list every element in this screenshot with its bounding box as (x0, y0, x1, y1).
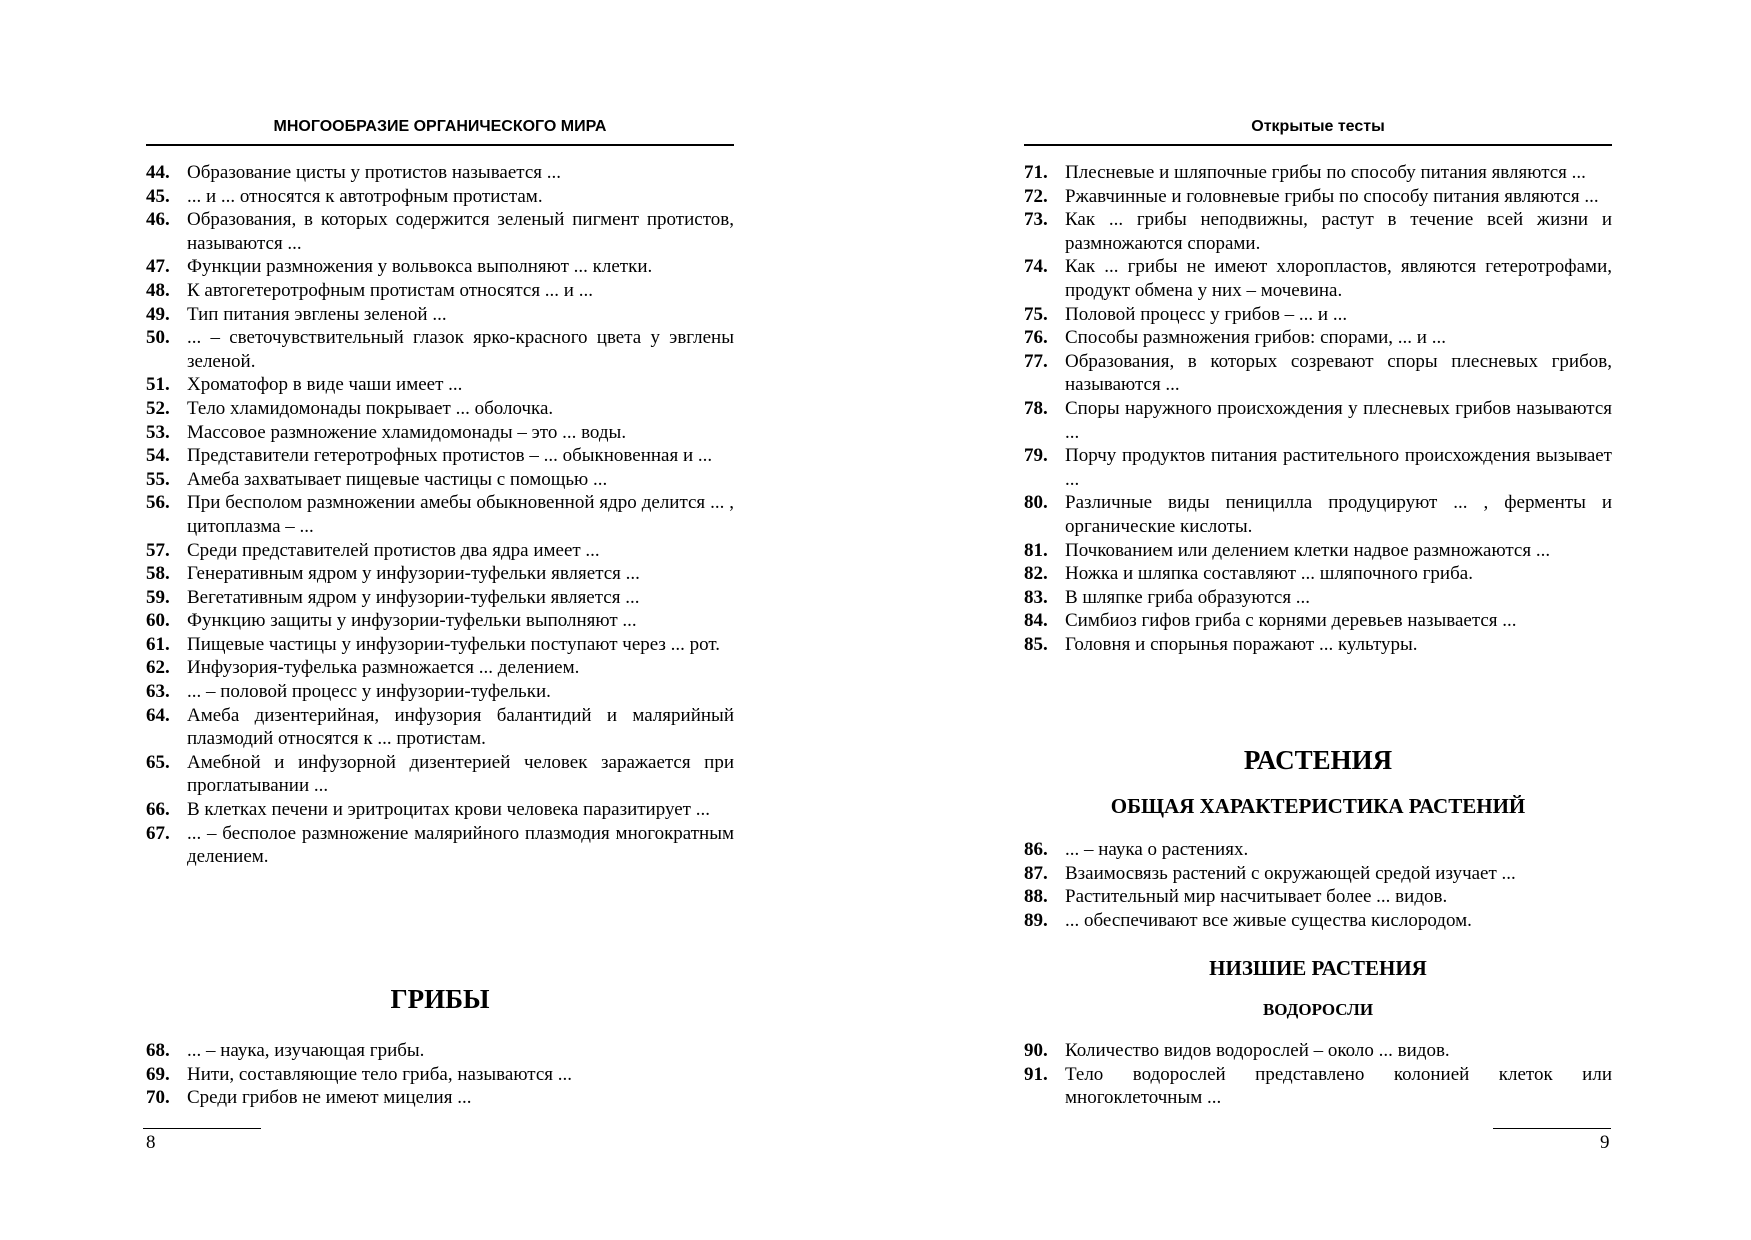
question-item (146, 491, 734, 538)
question-item (1024, 909, 1612, 933)
question-item (146, 562, 734, 586)
question-number: 84. (1024, 610, 1048, 632)
question-item (146, 704, 734, 751)
question-text: Половой процесс у грибов – ... и ... (1065, 303, 1348, 325)
subsection-title: НИЗШИЕ РАСТЕНИЯ (1209, 956, 1427, 980)
question-number: 50. (146, 327, 170, 349)
question-number: 80. (1024, 492, 1048, 514)
question-text: Инфузория-туфелька размножается ... делением. (187, 657, 580, 679)
question-item (146, 539, 734, 563)
question-item (1024, 562, 1612, 586)
question-number: 61. (146, 633, 170, 655)
question-item (1024, 255, 1612, 302)
question-item (146, 444, 734, 468)
question-text: При бесполом размножении амебы обыкновенной ядро делится ... , цитоплазма – ... (187, 492, 734, 537)
question-number: 55. (146, 468, 170, 490)
question-number: 57. (146, 539, 170, 561)
question-number: 53. (146, 421, 170, 443)
question-item (146, 586, 734, 610)
question-text: В шляпке гриба образуются ... (1065, 586, 1311, 608)
question-item (146, 161, 734, 185)
question-number: 54. (146, 445, 170, 467)
question-number: 46. (146, 209, 170, 231)
question-item (1024, 609, 1612, 633)
question-item (146, 397, 734, 421)
question-item (146, 468, 734, 492)
question-item (146, 303, 734, 327)
section-title: РАСТЕНИЯ (1243, 745, 1393, 775)
question-number: 66. (146, 799, 170, 821)
question-text: К автогетеротрофным протистам относятся ... и ... (187, 279, 593, 301)
question-item (146, 633, 734, 657)
question-number: 88. (1024, 886, 1048, 908)
question-text: Тело хламидомонады покрывает ... оболочка. (187, 397, 554, 419)
question-item (1024, 444, 1612, 491)
question-item (1024, 350, 1612, 397)
running-head: МНОГООБРАЗИЕ ОРГАНИЧЕСКОГО МИРА (273, 118, 607, 135)
question-list (146, 161, 734, 869)
question-item (1024, 161, 1612, 185)
question-text: Среди грибов не имеют мицелия ... (187, 1087, 472, 1109)
question-number: 48. (146, 279, 170, 301)
question-item (1024, 1039, 1612, 1063)
question-text: Амебной и инфузорной дизентерией человек заражается при проглатывании ... (187, 751, 734, 797)
question-number: 59. (146, 586, 170, 608)
question-text: Как ... грибы неподвижны, растут в течение всей жизни и размножаются спорами. (1065, 209, 1612, 254)
question-number: 82. (1024, 563, 1048, 585)
question-text: Массовое размножение хламидомонады – это ... воды. (187, 421, 627, 443)
question-text: Представители гетеротрофных протистов – ... обыкновенная и ... (187, 445, 713, 467)
question-text: Плесневые и шляпочные грибы по способу питания являются ... (1065, 162, 1586, 183)
question-number: 87. (1024, 862, 1048, 884)
question-item (146, 255, 734, 279)
question-number: 69. (146, 1063, 170, 1085)
question-item (1024, 586, 1612, 610)
question-item (146, 1039, 734, 1063)
section-title: ГРИБЫ (390, 984, 490, 1014)
question-item (146, 373, 734, 397)
page-number: 9 (1600, 1132, 1610, 1153)
question-number: 74. (1024, 256, 1048, 278)
question-number: 86. (1024, 839, 1048, 860)
question-text: ... обеспечивают все живые существа кислородом. (1065, 909, 1472, 931)
question-number: 76. (1024, 327, 1048, 349)
question-text: Функции размножения у вольвокса выполняют ... клетки. (187, 256, 653, 278)
question-number: 78. (1024, 397, 1048, 419)
question-text: Растительный мир насчитывает более ... видов. (1065, 886, 1448, 908)
question-text: Пищевые частицы у инфузории-туфельки поступают через ... рот. (187, 633, 721, 655)
question-item (146, 798, 734, 822)
question-text: Генеративным ядром у инфузории-туфельки является ... (187, 563, 640, 585)
question-number: 65. (146, 751, 170, 773)
question-number: 77. (1024, 350, 1048, 372)
question-number: 64. (146, 704, 170, 726)
question-item (146, 279, 734, 303)
question-item (1024, 539, 1612, 563)
question-item (1024, 491, 1612, 538)
question-text: ... – наука, изучающая грибы. (187, 1040, 425, 1061)
question-number: 58. (146, 563, 170, 585)
question-number: 44. (146, 162, 170, 183)
question-text: Почкованием или делением клетки надвое размножаются ... (1065, 539, 1551, 561)
question-number: 79. (1024, 445, 1048, 467)
question-number: 72. (1024, 185, 1048, 207)
footer-rule (143, 1128, 261, 1129)
question-text: ... – половой процесс у инфузории-туфельки. (187, 681, 551, 703)
question-number: 91. (1024, 1063, 1048, 1085)
question-text: Образования, в которых содержится зеленый пигмент протистов, называются ... (187, 209, 734, 254)
question-item (146, 656, 734, 680)
question-item (1024, 326, 1612, 350)
question-item (146, 680, 734, 704)
question-item (146, 751, 734, 798)
question-text: Способы размножения грибов: спорами, ... и ... (1065, 327, 1446, 349)
running-head: Открытые тесты (1251, 118, 1385, 135)
question-number: 70. (146, 1087, 170, 1109)
question-list (1024, 838, 1612, 932)
question-list (1024, 1039, 1612, 1110)
question-number: 49. (146, 303, 170, 325)
question-text: Порчу продуктов питания растительного происхождения вызывает ... (1065, 445, 1612, 490)
question-item (1024, 208, 1612, 255)
header-rule (146, 144, 734, 146)
question-text: Споры наружного происхождения у плесневых грибов называются ... (1065, 397, 1612, 443)
question-text: Симбиоз гифов гриба с корнями деревьев называется ... (1065, 610, 1517, 632)
question-number: 62. (146, 657, 170, 679)
question-text: Тело водорослей представлено колонией клеток или многоклеточным ... (1065, 1063, 1612, 1109)
question-list (1024, 161, 1612, 656)
question-text: Ножка и шляпка составляют ... шляпочного гриба. (1065, 563, 1473, 585)
header-rule (1024, 144, 1612, 146)
question-number: 85. (1024, 633, 1048, 655)
question-number: 81. (1024, 539, 1048, 561)
question-number: 83. (1024, 586, 1048, 608)
question-text: Среди представителей протистов два ядра имеет ... (187, 539, 600, 561)
question-text: Количество видов водорослей – около ... видов. (1065, 1040, 1450, 1061)
question-item (146, 185, 734, 209)
question-text: Функцию защиты у инфузории-туфельки выполняют ... (187, 610, 637, 632)
question-number: 52. (146, 397, 170, 419)
question-item (146, 208, 734, 255)
question-item (1024, 397, 1612, 444)
question-text: Хроматофор в виде чаши имеет ... (187, 374, 463, 396)
question-item (1024, 303, 1612, 327)
question-number: 56. (146, 492, 170, 514)
question-number: 45. (146, 185, 170, 207)
question-text: ... – бесполое размножение малярийного плазмодия многократным делением. (187, 822, 734, 868)
question-text: Нити, составляющие тело гриба, называются ... (187, 1063, 572, 1085)
question-text: Как ... грибы не имеют хлоропластов, являются гетеротрофами, продукт обмена у них – мочевина. (1065, 256, 1612, 301)
question-text: Различные виды пеницилла продуцируют ... , ферменты и органические кислоты. (1065, 492, 1612, 537)
question-text: Тип питания эвглены зеленой ... (187, 303, 447, 325)
question-text: ... и ... относятся к автотрофным протистам. (187, 185, 543, 207)
page-number: 8 (146, 1132, 156, 1153)
question-item (1024, 185, 1612, 209)
question-text: ... – светочувствительный глазок ярко-красного цвета у эвглены зеленой. (187, 327, 734, 372)
question-number: 71. (1024, 162, 1048, 183)
question-item (1024, 862, 1612, 886)
question-text: Образование цисты у протистов называется ... (187, 162, 561, 183)
question-item (146, 1086, 734, 1110)
question-text: Взаимосвязь растений с окружающей средой изучает ... (1065, 862, 1516, 884)
footer-rule (1493, 1128, 1611, 1129)
question-number: 68. (146, 1040, 170, 1061)
question-number: 51. (146, 374, 170, 396)
question-text: Образования, в которых созревают споры плесневых грибов, называются ... (1065, 350, 1612, 396)
question-text: Амеба дизентерийная, инфузория балантидий и малярийный плазмодий относятся к ... протистам. (187, 704, 734, 750)
question-text: Ржавчинные и головневые грибы по способу питания являются ... (1065, 185, 1599, 207)
question-number: 90. (1024, 1040, 1048, 1061)
question-item (1024, 838, 1612, 862)
question-item (146, 326, 734, 373)
question-text: В клетках печени и эритроцитах крови человека паразитирует ... (187, 799, 710, 821)
question-number: 89. (1024, 909, 1048, 931)
subsection-title: ОБЩАЯ ХАРАКТЕРИСТИКА РАСТЕНИЙ (1110, 794, 1526, 818)
question-number: 67. (146, 822, 170, 844)
question-item (146, 1063, 734, 1087)
question-number: 73. (1024, 209, 1048, 231)
question-number: 63. (146, 681, 170, 703)
subsubsection-title: ВОДОРОСЛИ (1262, 1000, 1374, 1019)
question-item (1024, 1063, 1612, 1110)
question-item (146, 822, 734, 869)
question-item (1024, 633, 1612, 657)
question-text: ... – наука о растениях. (1065, 839, 1249, 860)
question-text: Головня и спорынья поражают ... культуры. (1065, 633, 1418, 655)
question-list (146, 1039, 734, 1110)
question-text: Вегетативным ядром у инфузории-туфельки является ... (187, 586, 640, 608)
question-item (146, 609, 734, 633)
question-item (1024, 885, 1612, 909)
question-number: 75. (1024, 303, 1048, 325)
question-number: 60. (146, 610, 170, 632)
question-number: 47. (146, 256, 170, 278)
question-text: Амеба захватывает пищевые частицы с помощью ... (187, 468, 608, 490)
question-item (146, 421, 734, 445)
